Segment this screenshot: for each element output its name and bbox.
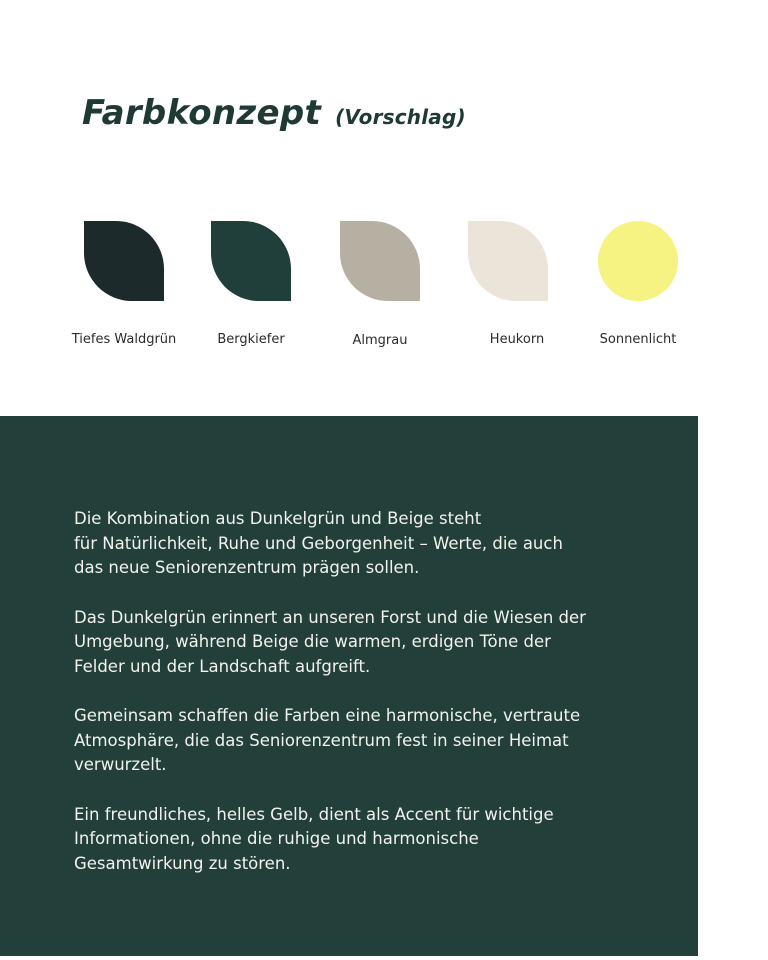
paragraph-natuerlichkeit: Die Kombination aus Dunkelgrün und Beige steht für Natürlichkeit, Ruhe und Geborgenheit – Werte, die auch das neue Seniorenzentrum prägen sollen.	[74, 509, 563, 577]
swatch-label: Tiefes Waldgrün	[71, 332, 177, 347]
swatch-label: Almgrau	[352, 333, 408, 348]
description-text	[74, 507, 674, 901]
swatch-shape	[84, 221, 164, 301]
paragraph-gelb: Ein freundliches, helles Gelb, dient als Accent für wichtige Informationen, ohne die ruhige und harmonische Gesamtwirkung zu stören.	[74, 804, 554, 873]
swatch-label: Bergkiefer	[217, 332, 285, 347]
swatch-label: Sonnenlicht	[599, 332, 677, 347]
description-panel	[0, 416, 698, 956]
paragraph-dunkelgruen: Das Dunkelgrün erinnert an unseren Forst und die Wiesen der Umgebung, während Beige die warmen, erdigen Töne der Felder und der Landschaft aufgreift.	[74, 607, 586, 676]
title-main: Farbkonzept	[82, 93, 322, 133]
swatch-label: Heukorn	[489, 332, 545, 347]
color-swatches	[0, 0, 768, 400]
title-subtitle: (Vorschlag)	[335, 105, 466, 129]
paragraph-harmonie: Gemeinsam schaffen die Farben eine harmonische, vertraute Atmosphäre, die das Seniorenzentrum fest in seiner Heimat verwurzelt.	[74, 706, 581, 774]
swatch-shape	[340, 221, 420, 301]
swatch-shape	[598, 221, 678, 301]
swatch-shape	[468, 221, 548, 301]
swatch-shape	[211, 221, 291, 301]
